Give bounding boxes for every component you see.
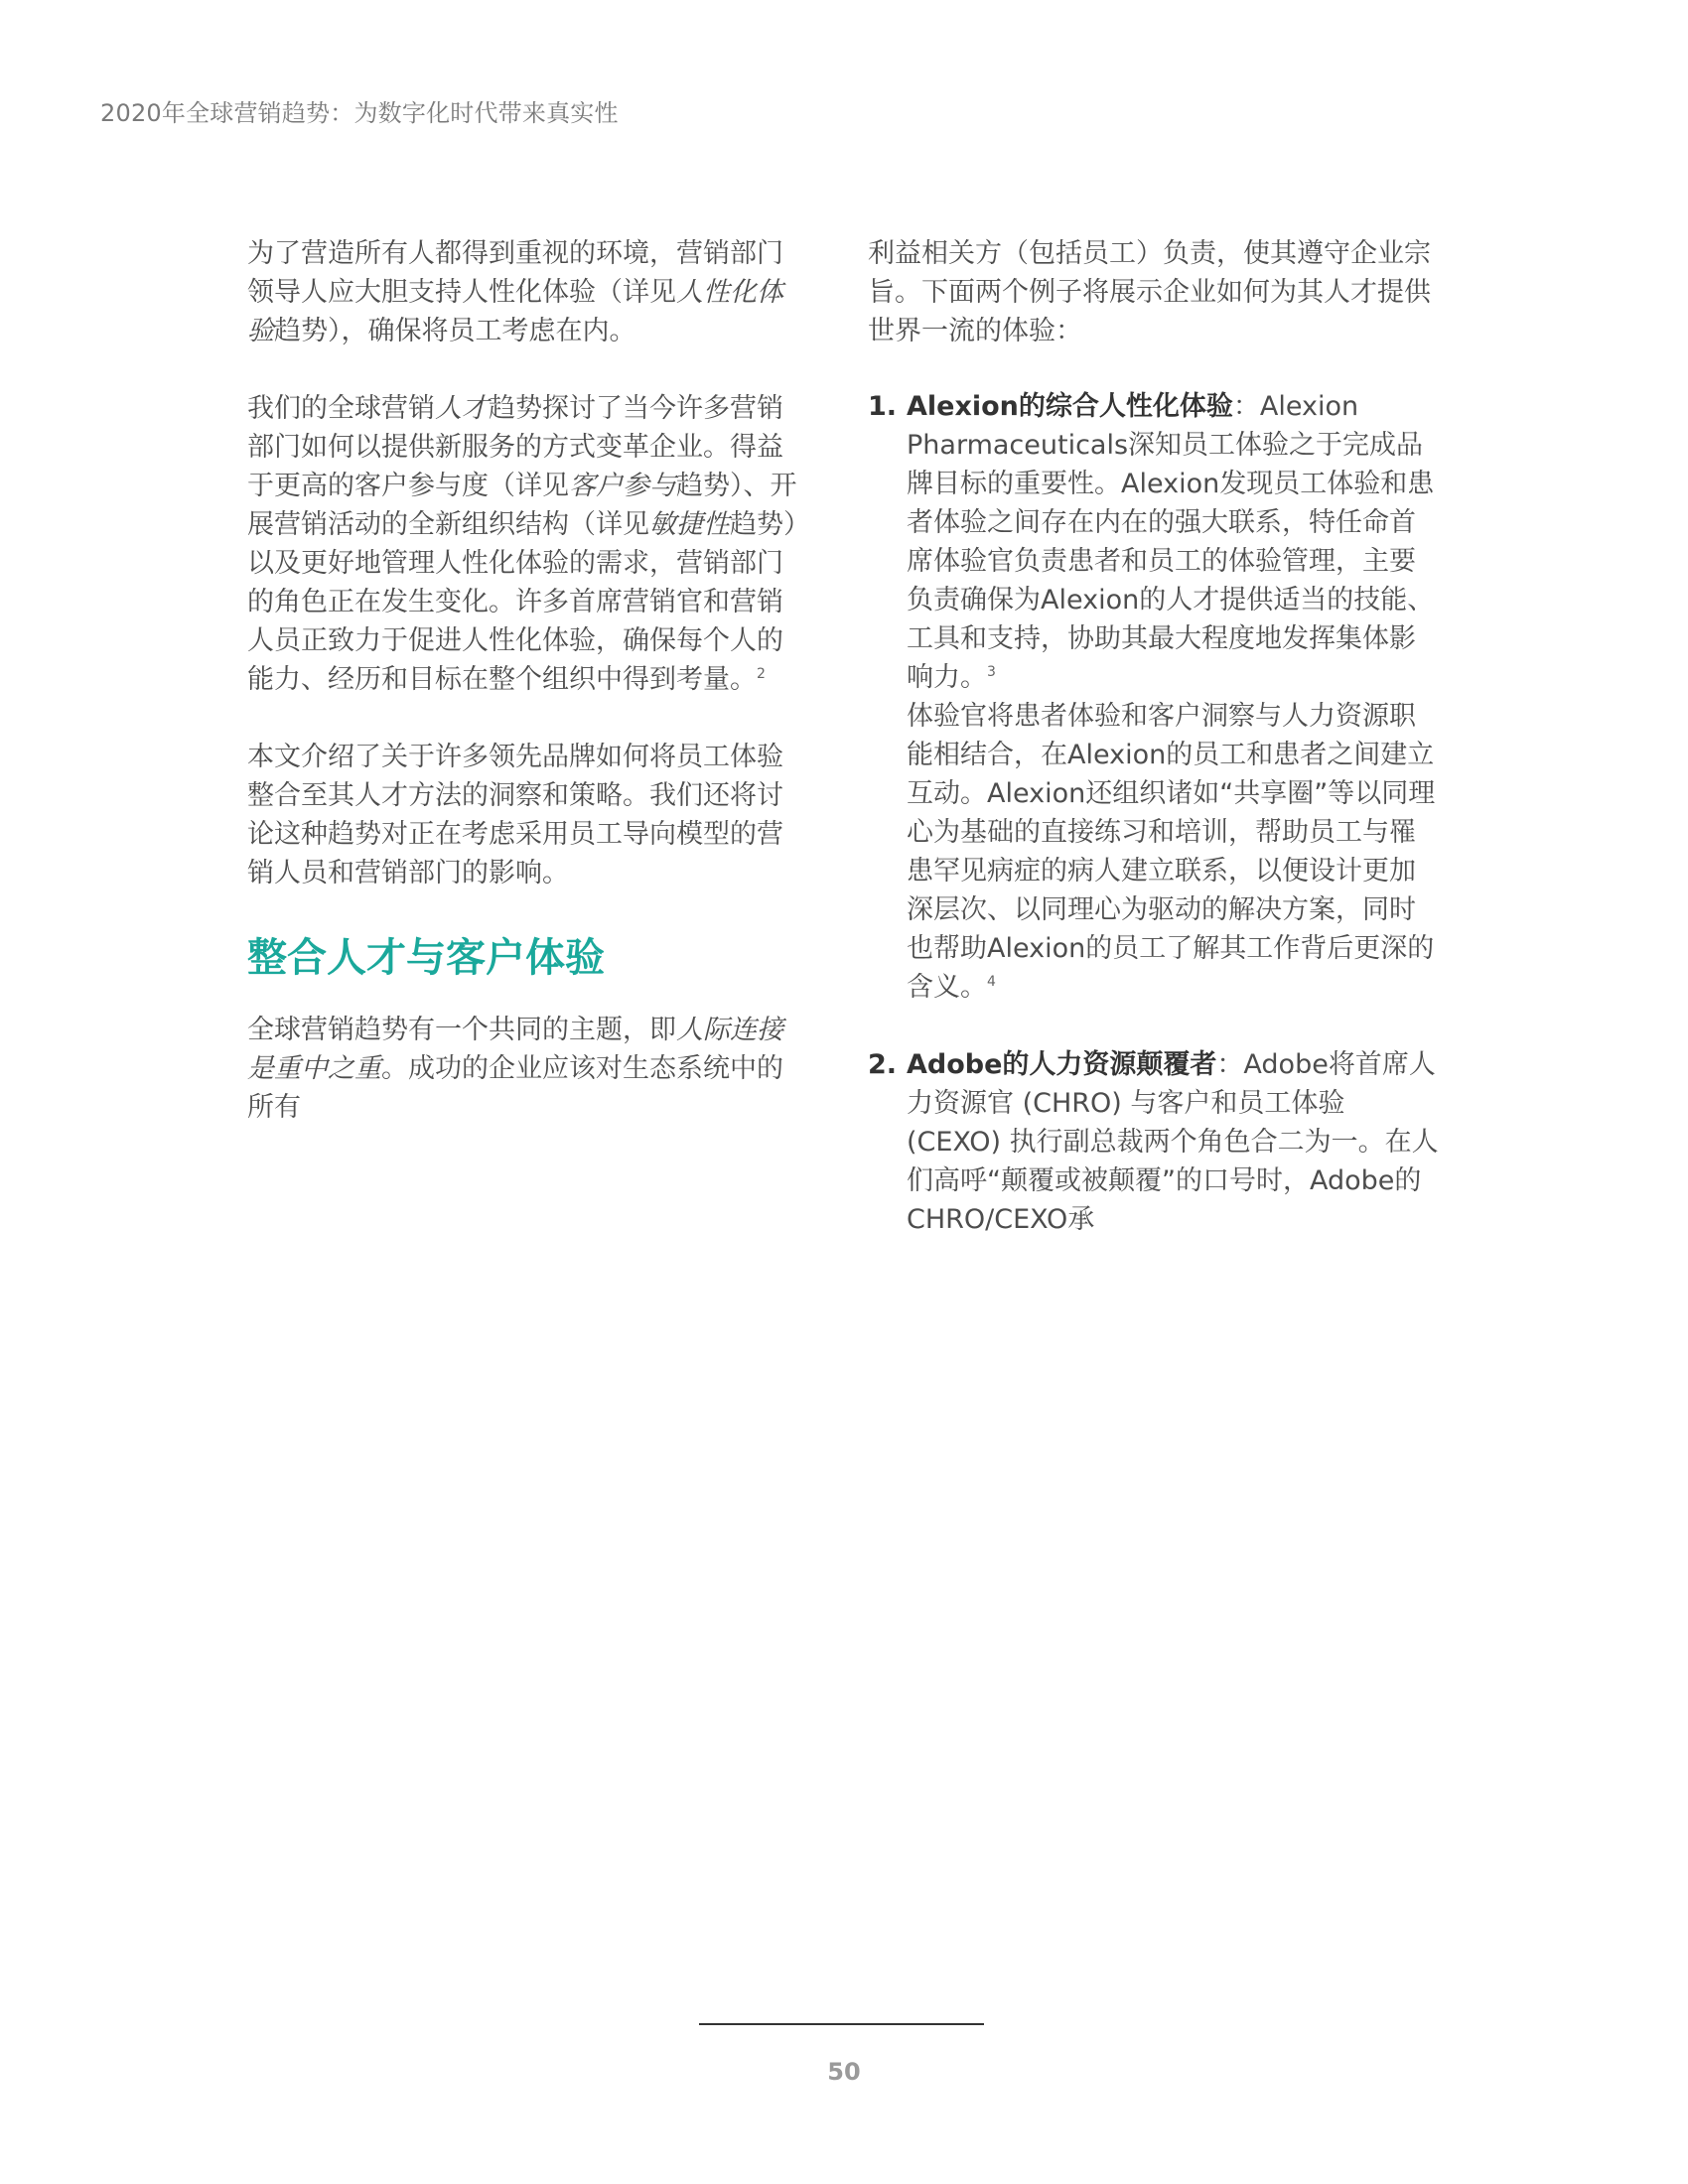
item-lead: Alexion的综合人性化体验: [907, 391, 1233, 422]
example-list: [868, 387, 1439, 1239]
list-number: 1.: [868, 391, 898, 422]
paragraph: 我们的全球营销人才趋势探讨了当今许多营销部门如何以提供新服务的方式变革企业。得益于更高的客户参与度（详见客户参与趋势）、开展营销活动的全新组织结构（详见敏捷性趋势）以及更好地管理人性化体验的需求，营销部门的角色正在发生变化。许多首席营销官和营销人员正致力于促进人性化体验，确保每个人的能力、经历和目标在整个组织中得到考量。$^2$: [247, 393, 797, 695]
trend-reference: 人性化体验: [247, 277, 783, 346]
emphasis: 人际连接是重中之重: [247, 1015, 783, 1084]
section-heading: 整合人才与客户体验: [247, 935, 605, 981]
right-column: [868, 234, 1439, 1278]
list-number: 2.: [868, 1049, 898, 1080]
left-column: [247, 234, 803, 1165]
footnote-marker[interactable]: 4: [987, 974, 996, 990]
trend-reference: 客户参与: [569, 471, 676, 501]
paragraph: 全球营销趋势有一个共同的主题，即人际连接是重中之重。成功的企业应该对生态系统中的所有: [247, 1015, 783, 1123]
paragraph: 为了营造所有人都得到重视的环境，营销部门领导人应大胆支持人性化体验（详见人性化体验趋势），确保将员工考虑在内。: [247, 238, 783, 346]
running-header: 2020年全球营销趋势：为数字化时代带来真实性: [100, 99, 619, 127]
trend-reference: 敏捷性: [649, 509, 730, 540]
list-item: 2. Adobe的人力资源颠覆者：Adobe将首席人力资源官 (CHRO) 与客户和员工体验 (CEXO) 执行副总裁两个角色合二为一。在人们高呼“颠覆或被颠覆”的口号时，Adobe的CHRO/CEXO承: [868, 1045, 1439, 1239]
item-lead: Adobe的人力资源颠覆者: [907, 1049, 1217, 1080]
paragraph: 本文介绍了关于许多领先品牌如何将员工体验整合至其人才方法的洞察和策略。我们还将讨论这种趋势对正在考虑采用员工导向模型的营销人员和营销部门的影响。: [247, 742, 783, 888]
footnote-marker[interactable]: 2: [757, 666, 766, 682]
list-item: 1. Alexion的综合人性化体验：Alexion Pharmaceuticals深知员工体验之于完成品牌目标的重要性。Alexion发现员工体验和患者体验之间存在内在的强大联系，特任命首席体验官负责患者和员工的体验管理，主要负责确保为Alexion的人才提供适当的技能、工具和支持，协助其最大程度地发挥集体影响力。$^3$ 体验官将患者体验和客户洞察与人力资源职能相结合，在Alexion的员工和患者之间建立互动。Alexion还组织诸如“共享圈”等以同理心为基础的直接练习和培训，帮助员工与罹患罕见病症的病人建立联系，以便设计更加深层次、以同理心为驱动的解决方案，同时也帮助Alexion的员工了解其工作背后更深的含义。$^4$: [868, 387, 1439, 1007]
paragraph: 利益相关方（包括员工）负责，使其遵守企业宗旨。下面两个例子将展示企业如何为其人才提供世界一流的体验：: [868, 238, 1431, 346]
footnote-marker[interactable]: 3: [987, 664, 996, 680]
footer-divider: [699, 2023, 984, 2025]
trend-reference: 人才: [435, 393, 489, 424]
page-number: 50: [827, 2058, 861, 2086]
